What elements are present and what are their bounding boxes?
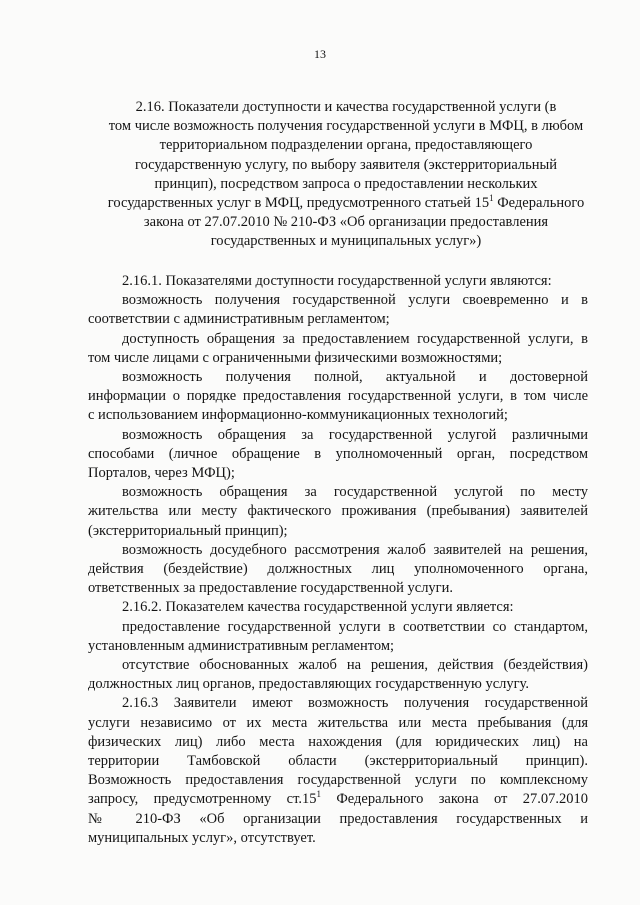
superscript: 1 [489,193,494,204]
paragraph-line: отсутствие обоснованных жалоб на решения, действия (бездействия) [122,657,588,674]
paragraph-line: способами (личное обращение в уполномоченный орган, посредством [88,445,588,462]
page-number: 13 [314,47,326,61]
paragraph-line: 2.16.3 Заявители имеют возможность получения государственной [122,695,588,712]
paragraph-line: с использованием информационно-коммуникационных технологий; [88,407,508,424]
paragraph-line: соответствии с административным регламентом; [88,311,390,328]
paragraph-line: должностных лиц органов, предоставляющих государственную услугу. [88,676,529,693]
paragraph-line: услуги независимо от их места жительства или места пребывания (для [88,714,588,731]
paragraph-line: возможность досудебного рассмотрения жалоб заявителей на решения, [122,541,588,558]
paragraph-line: том числе лицами с ограниченными физическими возможностями; [88,349,503,366]
paragraph-line [88,790,588,809]
heading-line: 2.16. Показатели доступности и качества государственной услуги (в [135,99,557,115]
heading-line: закона от 27.07.2010 № 210-ФЗ «Об организации предоставления [143,214,549,231]
paragraph-line: установленным административным регламентом; [88,637,395,654]
heading-line [96,194,596,213]
body-text [88,272,588,848]
paragraph-line: № 210-ФЗ «Об организации предоставления государственных и [88,810,588,827]
paragraph-line: 2.16.1. Показателями доступности государственной услуги являются: [122,273,552,289]
paragraph-line: ответственных за предоставление государственной услуги. [88,580,454,597]
paragraph-line: возможность обращения за государственной услугой различными [122,426,588,443]
paragraph-line: возможность получения государственной услуги своевременно и в [122,292,588,309]
paragraph-line: 2.16.2. Показателем качества государственной услуги является: [122,599,514,616]
paragraph-line: физических лиц) либо места нахождения (для юридических лиц) на [88,733,588,750]
heading-line: государственных и муниципальных услуг») [210,233,482,250]
paragraph-line: доступность обращения за предоставлением государственной услуги, в [122,330,588,347]
paragraph-line: информации о порядке предоставления государственной услуги, в том числе [88,388,588,405]
paragraph-line: возможность обращения за государственной услугой по месту [122,484,588,501]
paragraph-line: территории Тамбовской области (экстерриториальный принцип). [88,753,588,770]
heading-line: принцип), посредством запроса о предоставлении нескольких [154,175,538,192]
paragraph-line: действия (бездействие) должностных лиц уполномоченного органа, [88,561,588,578]
paragraph-line-text: запросу, предусмотренному ст.15 [88,791,317,808]
paragraph-line: Возможность предоставления государственной услуги по комплексному [88,772,588,789]
superscript: 1 [316,789,321,800]
paragraph-line: жительства или месту фактического проживания (пребывания) заявителей [88,503,588,520]
paragraph-line: (экстерриториальный принцип); [88,522,288,539]
heading-line: государственную услугу, по выбору заявителя (экстерриториальный [134,156,557,173]
paragraph-line: возможность получения полной, актуальной и достоверной [122,369,588,386]
heading-line-text: Федерального [493,195,585,212]
heading-line: том числе возможность получения государственной услуги в МФЦ, в любом [108,118,584,135]
section-heading [96,98,596,252]
paragraph-line: Порталов, через МФЦ); [88,465,235,482]
heading-line-text: государственных услуг в МФЦ, предусмотренного статьей 15 [107,195,490,212]
paragraph-line: предоставление государственной услуги в соответствии со стандартом, [122,618,588,635]
paragraph-line-text: Федерального закона от 27.07.2010 [320,791,588,808]
paragraph-line: муниципальных услуг», отсутствует. [88,829,316,846]
heading-line: территориальном подразделении органа, предоставляющего [159,137,533,154]
